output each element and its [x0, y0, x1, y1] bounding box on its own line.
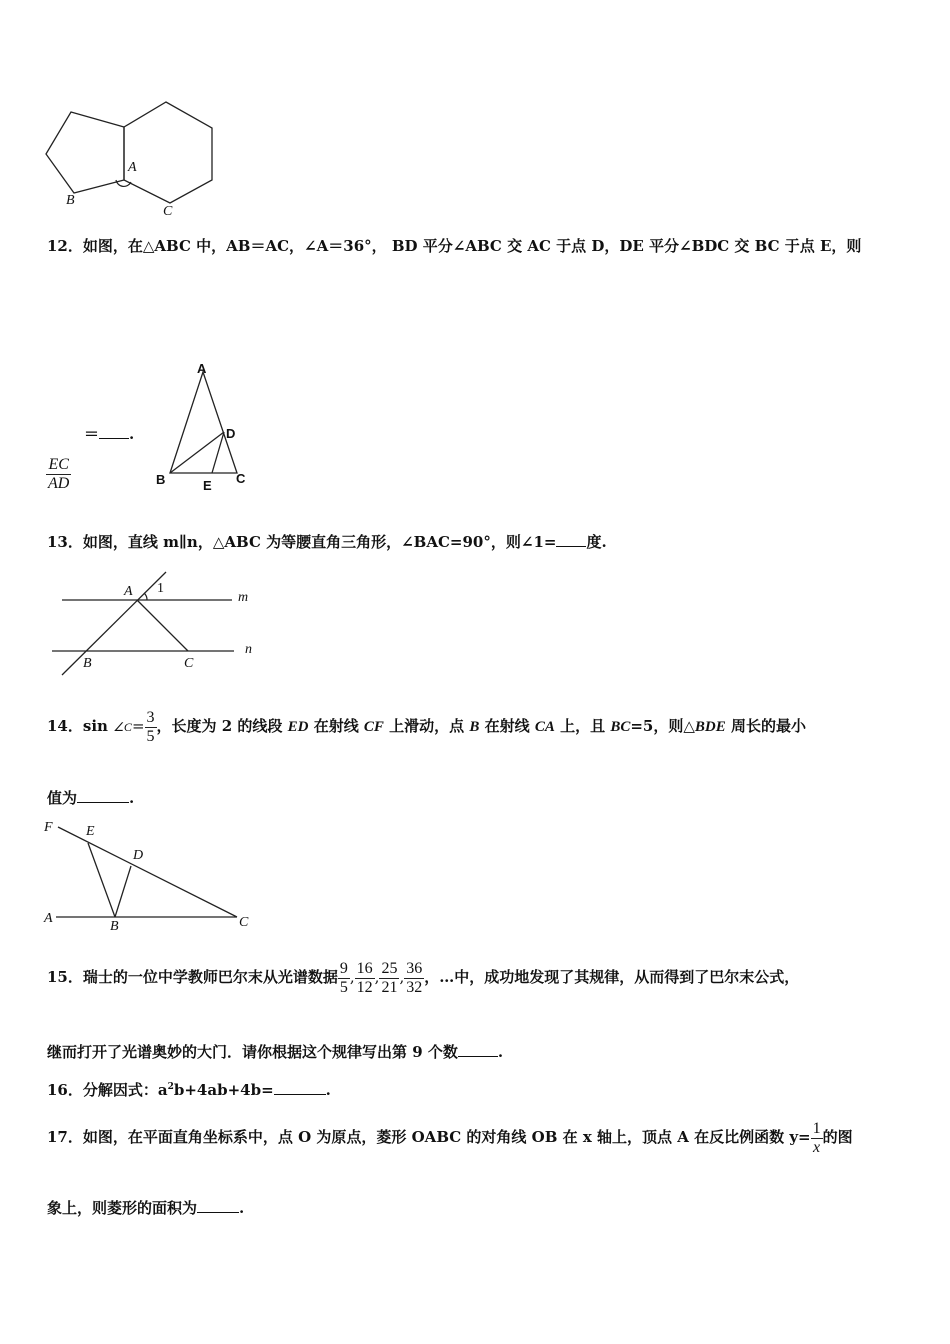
q14-number: 14．: [47, 717, 83, 735]
q15-statement: 瑞士的一位中学教师巴尔末从光谱数据: [82, 968, 338, 986]
q12-answer-blank[interactable]: [99, 424, 129, 439]
fig12-label-a: A: [197, 361, 207, 376]
q16-text: [47, 1077, 331, 1100]
q16-statement-b: b+4ab+4b=: [173, 1081, 274, 1099]
q14-text-f: =5，则△: [630, 717, 695, 735]
q15-line2-text: 继而打开了光谱奥妙的大门．请你根据这个规律写出第 9 个数: [47, 1043, 458, 1061]
fig12-bd: [170, 432, 224, 473]
q14-b: B: [469, 719, 480, 735]
q15-frac2-num: 16: [356, 959, 373, 977]
q14-eq: =: [131, 717, 145, 735]
q14-text-e: 上，且: [554, 717, 611, 735]
q14-cf: CF: [363, 719, 384, 735]
q13-number: 13．: [47, 533, 83, 551]
q15-frac3-den: 21: [381, 978, 398, 996]
q13-text: [47, 532, 607, 552]
q15-statement-end: ，…中，成功地发现了其规律，从而得到了巴尔末公式，: [424, 968, 800, 986]
q12-fraction: [46, 456, 71, 493]
q14-ed: ED: [287, 719, 309, 735]
q17-number: 17．: [47, 1128, 83, 1146]
q17-statement-end: 的图: [822, 1128, 853, 1146]
q15-frac1-num: 9: [339, 959, 348, 977]
q15-frac4-den: 32: [406, 978, 423, 996]
q15-sep2: ,: [374, 968, 380, 986]
fig12-label-e: E: [203, 478, 212, 493]
q15-text: [47, 955, 799, 999]
q14-bde: BDE: [694, 719, 726, 735]
fig13-ac: [137, 600, 188, 651]
fig12-label-b: B: [156, 472, 166, 487]
q15-frac3-num: 25: [381, 959, 398, 977]
fig13-label-1: 1: [157, 581, 164, 596]
q17-frac-den: x: [813, 1138, 821, 1156]
q12-frac-den: AD: [48, 475, 70, 492]
fig13-label-b: B: [83, 656, 92, 671]
fig11-hexagon: [124, 102, 212, 203]
fig14-label-c: C: [239, 915, 249, 930]
q15-period: .: [497, 1043, 504, 1061]
q14-text-c: 上滑动，点: [383, 717, 470, 735]
fig11-label-a: A: [128, 160, 137, 175]
q16-answer-blank[interactable]: [274, 1080, 326, 1095]
q14-bc: BC: [610, 719, 631, 735]
q16-number: 16．: [47, 1081, 83, 1099]
fig13-label-n: n: [245, 642, 252, 657]
q14-sin: sin: [82, 717, 108, 735]
q15-answer-blank[interactable]: [458, 1042, 498, 1057]
fig12-abc: [170, 372, 237, 473]
q15-frac4-num: 36: [406, 959, 423, 977]
fig14-label-a: A: [44, 911, 53, 926]
fig14-label-f: F: [44, 820, 53, 835]
q12-period: .: [129, 425, 135, 443]
q14-text-g: 周长的最小: [725, 717, 806, 735]
fig11-pentagon: [46, 112, 124, 193]
q14-ca: CA: [534, 719, 555, 735]
q14-text-a: ，长度为 2 的线段: [156, 717, 288, 735]
fig14-label-d: D: [133, 848, 144, 863]
fig13-ab-extended: [62, 572, 166, 675]
fig12-de: [212, 432, 224, 473]
q12-equals: ＝: [84, 425, 100, 443]
q15-sep1: ,: [349, 968, 355, 986]
q16-statement: 分解因式：a: [82, 1081, 168, 1099]
q15-frac1-den: 5: [339, 978, 348, 996]
q13-statement-end: 度.: [586, 533, 607, 551]
fig12-label-c: C: [236, 471, 246, 486]
q17-statement: 如图，在平面直角坐标系中，点 O 为原点，菱形 OABC 的对角线 OB 在 x 轴上，顶点 A 在反比例函数 y=: [82, 1128, 811, 1146]
q14-frac-num: 3: [146, 708, 155, 726]
q14-frac-den: 5: [146, 727, 155, 745]
fig12-label-d: D: [226, 426, 236, 441]
q14-text-d: 在射线: [479, 717, 535, 735]
q14-angle-c: ∠C: [113, 720, 132, 734]
q13-answer-blank[interactable]: [556, 532, 586, 547]
q17-period: .: [239, 1199, 245, 1217]
fig11-label-c: C: [163, 204, 173, 219]
q15-number: 15．: [47, 968, 83, 986]
q17-answer-blank[interactable]: [197, 1198, 239, 1213]
q17-line2: [47, 1198, 244, 1218]
q14-line2-text: 值为: [47, 789, 78, 807]
q12-answer-line: [84, 424, 134, 444]
fig13-label-m: m: [238, 590, 249, 605]
q16-period: .: [325, 1081, 331, 1099]
q14-text: [47, 706, 806, 747]
q16-exponent: 2: [167, 1082, 174, 1092]
q17-line2-text: 象上，则菱形的面积为: [47, 1199, 198, 1217]
q13-statement: 如图，直线 m∥n，△ABC 为等腰直角三角形，∠BAC=90°，则∠1=: [82, 533, 557, 551]
q14-period: .: [129, 789, 135, 807]
q17-text: [47, 1113, 853, 1161]
q15-sep3: ,: [399, 968, 405, 986]
fig13-angle-1-arc: [144, 593, 147, 600]
q12-statement: 如图，在△ABC 中，AB＝AC，∠A＝36°， BD 平分∠ABC 交 AC 于点 D，DE 平分∠BDC 交 BC 于点 E，则: [82, 237, 862, 255]
q15-line2: [47, 1042, 503, 1062]
q12-number: 12．: [47, 237, 83, 255]
q14-text-b: 在射线: [308, 717, 364, 735]
q12-text: [47, 236, 861, 256]
q17-frac-num: 1: [812, 1119, 821, 1137]
fig14-label-e: E: [86, 824, 95, 839]
fig14-bd: [115, 866, 131, 917]
q12-frac-num: EC: [46, 456, 71, 475]
fig11-label-b: B: [66, 193, 75, 208]
q15-frac2-den: 12: [356, 978, 373, 996]
fig13-label-a: A: [124, 584, 133, 599]
fig13-label-c: C: [184, 656, 194, 671]
q14-answer-blank[interactable]: [77, 788, 129, 803]
fig14-ray-cf: [58, 827, 237, 917]
fig14-figure: [0, 0, 1, 1]
q14-line2: [47, 788, 134, 808]
fig14-label-b: B: [110, 919, 119, 934]
